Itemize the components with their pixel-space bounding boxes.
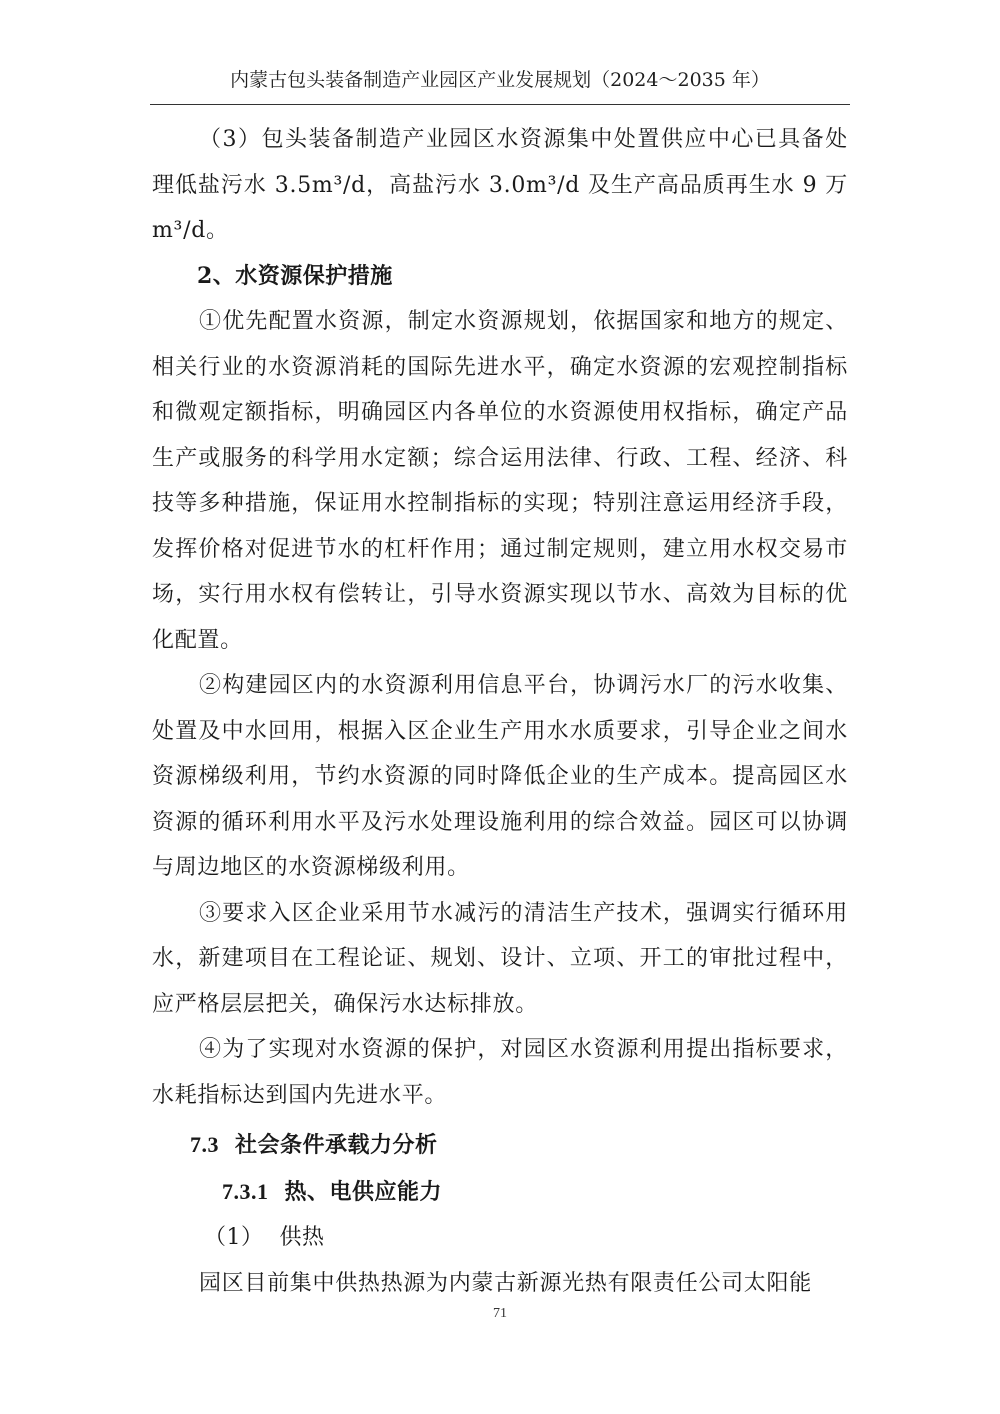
page-number: 71: [493, 1306, 507, 1321]
paragraph-heating: 园区目前集中供热热源为内蒙古新源光热有限责任公司太阳能: [199, 1270, 812, 1296]
header-divider: [150, 104, 850, 105]
subheading-heating: [152, 1215, 848, 1261]
paragraph-measure-1: ①优先配置水资源，制定水资源规划，依据国家和地方的规定、相关行业的水资源消耗的国际先进水平，确定水资源的宏观控制指标和微观定额指标，明确园区内各单位的水资源使用权指标，确定产品生产或服务的科学用水定额；综合运用法律、行政、工程、经济、科技等多种措施，保证用水控制指标的实现；特别注意运用经济手段，发挥价格对促进节水的杠杆作用；通过制定规则，建立用水权交易市场，实行用水权有偿转让，引导水资源实现以节水、高效为目标的优化配置。: [152, 309, 848, 653]
paragraph-measure-3: ③要求入区企业采用节水减污的清洁生产技术，强调实行循环用水，新建项目在工程论证、规划、设计、立项、开工的审批过程中，应严格层层把关，确保污水达标排放。: [152, 900, 848, 1017]
section-number: 7.3: [190, 1132, 219, 1157]
subheading-title: 供热: [279, 1225, 325, 1250]
subheading-number: （1）: [204, 1225, 264, 1250]
paragraph-water-center: （3）包头装备制造产业园区水资源集中处置供应中心已具备处理低盐污水 3.5m³/d，高盐污水 3.0m³/d 及生产高品质再生水 9 万 m³/d。: [152, 127, 848, 243]
section-title: 社会条件承载力分析: [235, 1132, 438, 1158]
page-body: [152, 117, 848, 1306]
paragraph-measure-4: ④为了实现对水资源的保护，对园区水资源利用提出指标要求，水耗指标达到国内先进水平。: [152, 1037, 848, 1108]
section-heading-7-3-1: [152, 1169, 848, 1216]
subsection-title: 热、电供应能力: [284, 1178, 443, 1205]
section-heading-7-3: [152, 1122, 848, 1169]
heading-water-protection: 2、水资源保护措施: [197, 262, 393, 289]
running-header: 内蒙古包头装备制造产业园区产业发展规划（2024～2035 年）: [230, 69, 770, 91]
paragraph-measure-2: ②构建园区内的水资源利用信息平台，协调污水厂的污水收集、处置及中水回用，根据入区企业生产用水水质要求，引导企业之间水资源梯级利用，节约水资源的同时降低企业的生产成本。提高园区水资源的循环利用水平及污水处理设施利用的综合效益。园区可以协调与周边地区的水资源梯级利用。: [152, 673, 848, 880]
subsection-number: 7.3.1: [222, 1178, 269, 1204]
